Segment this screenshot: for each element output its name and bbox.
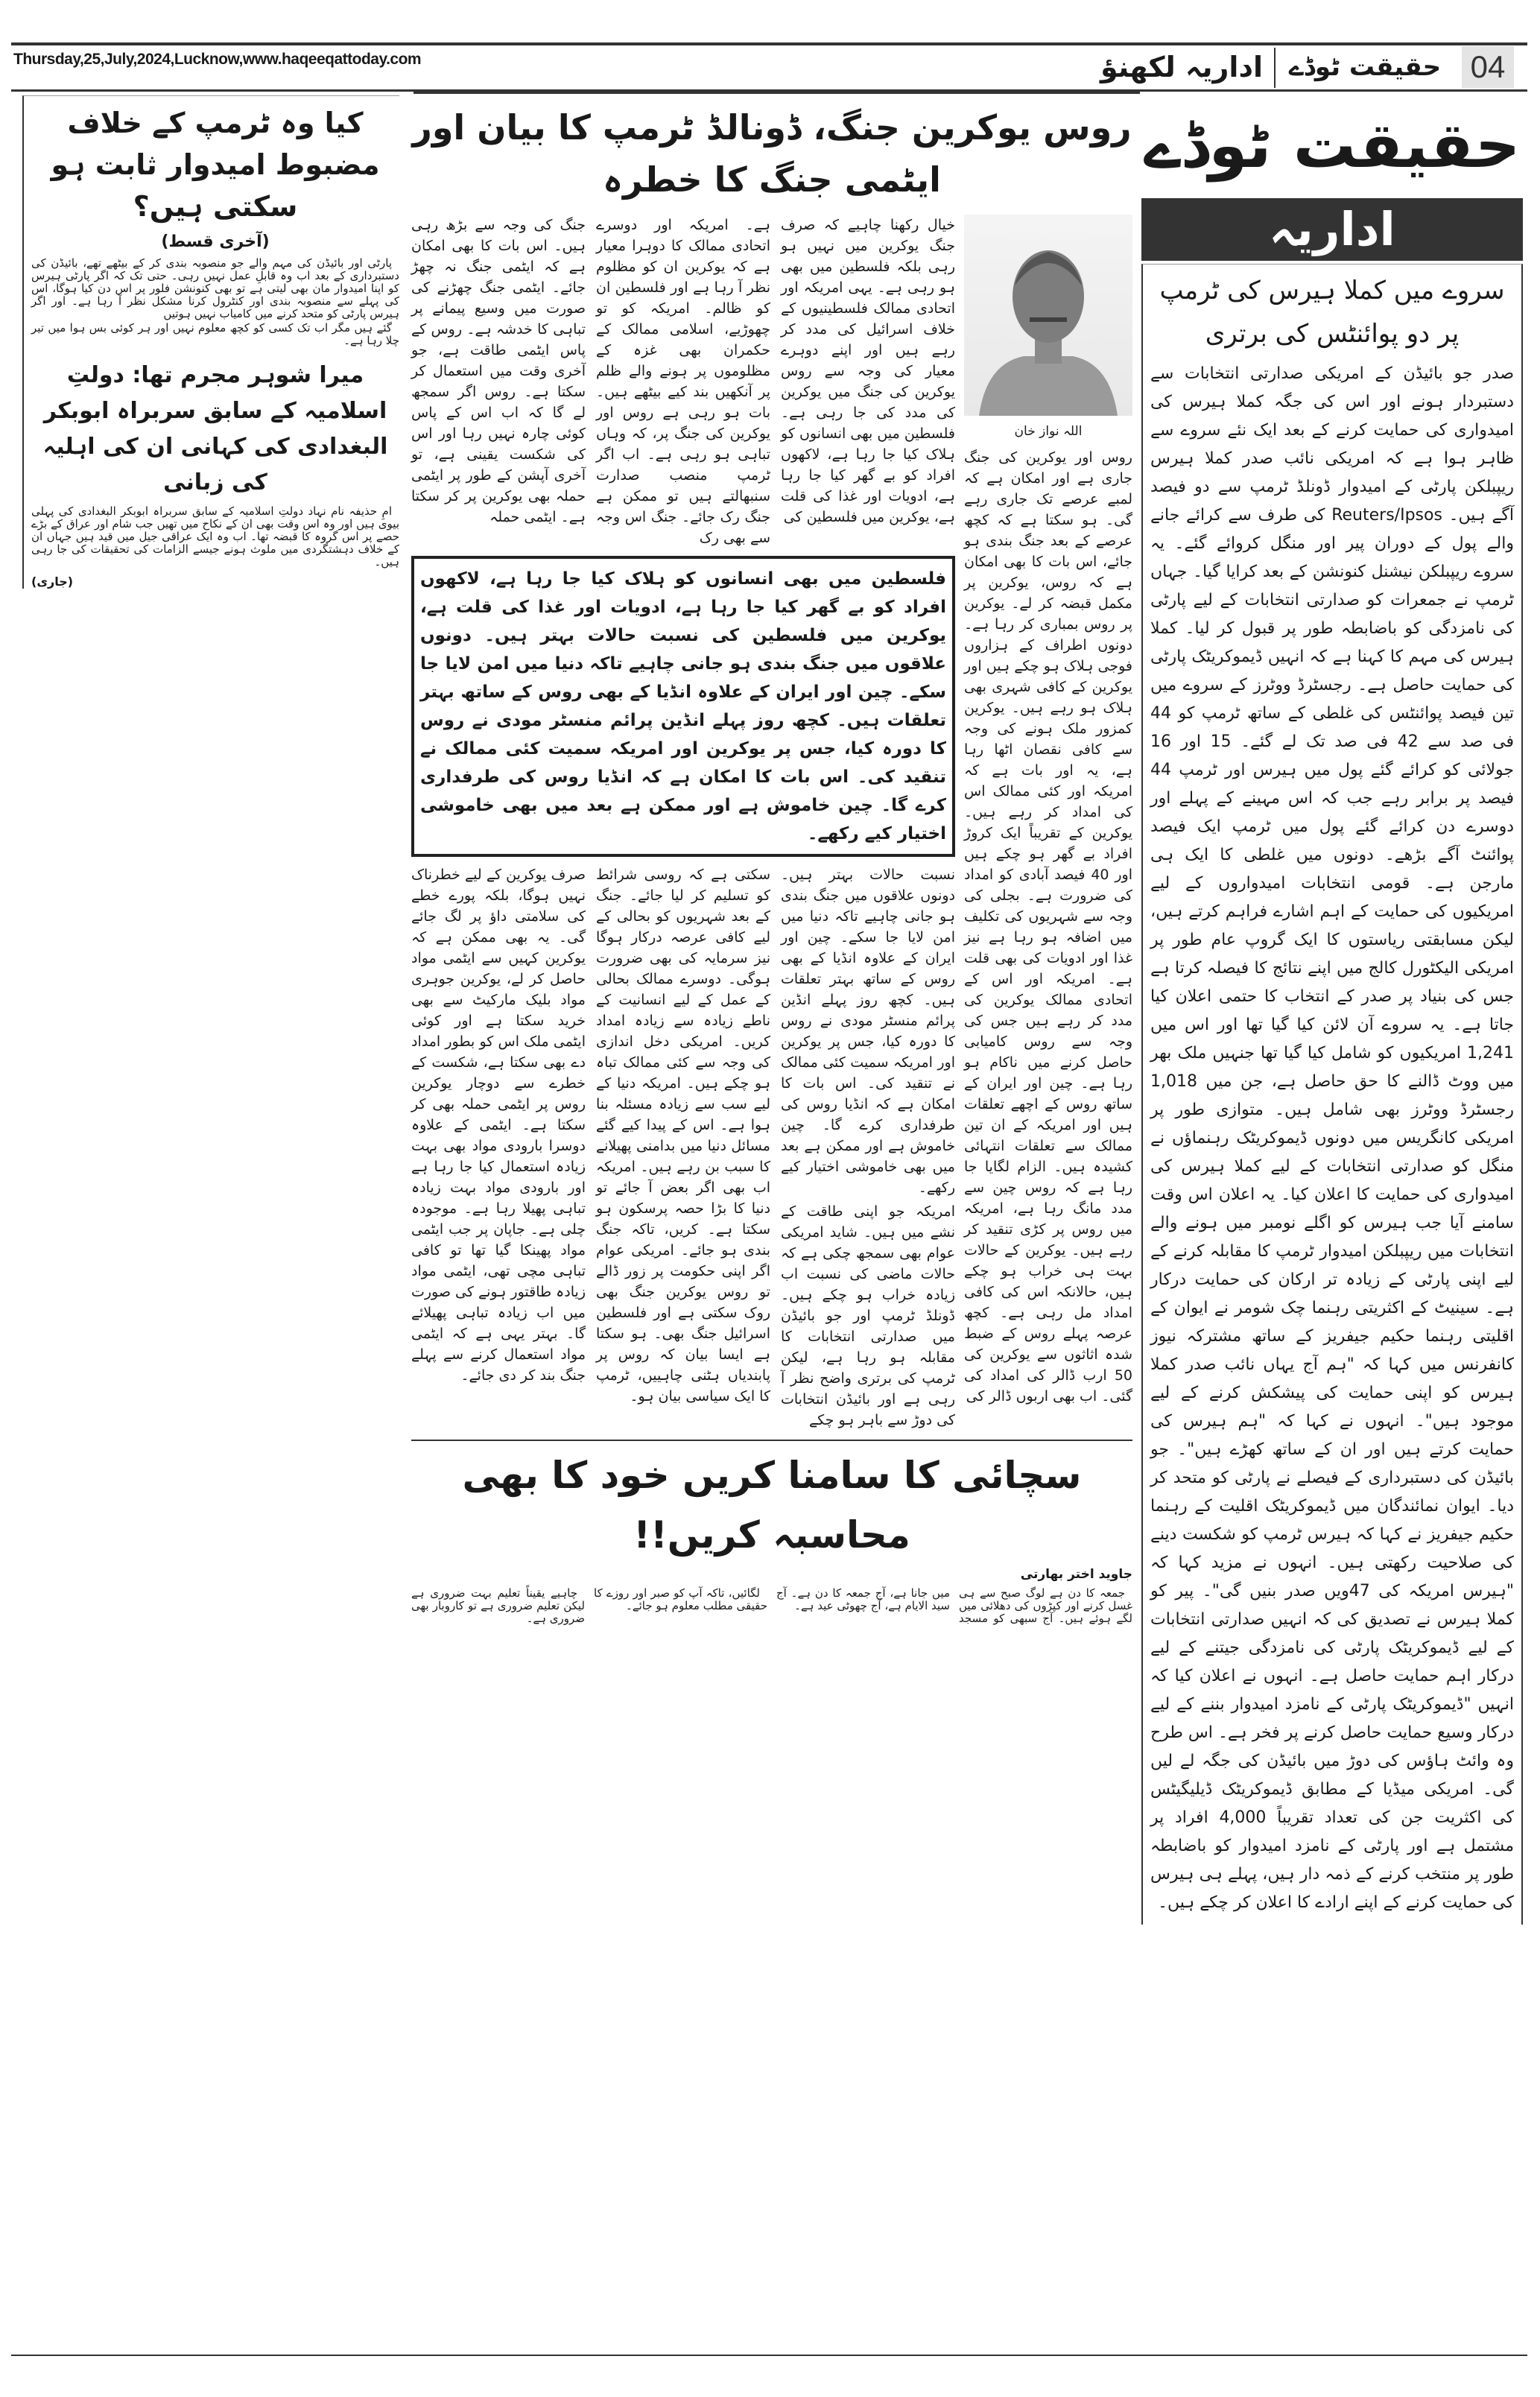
main-article-body-side xyxy=(964,447,1132,1407)
paragraph: نسبت حالات بہتر ہیں۔ دونوں علاقوں میں جنگ بندی ہو جانی چاہیے تاکہ دنیا میں امن لایا جا سکے۔ چین اور ایران کے علاوہ انڈیا کے بھی روس کے ساتھ بہتر تعلقات ہیں۔ کچھ روز پہلے انڈین پرائم منسٹر مودی نے روس کا دورہ کیا، جس پر یوکرین اور امریکہ سمیت کئی ممالک نے تنقید کی۔ اس بات کا امکان ہے کہ انڈیا روس کی طرفداری کرے گا۔ چین خاموش ہے اور ممکن ہے بعد میں بھی خاموشی اختیار کیے رکھے۔ xyxy=(781,867,955,1196)
page-bottom-rule xyxy=(11,2355,1527,2356)
editorial-banner: اداریہ xyxy=(1141,198,1523,261)
left-article-1-body xyxy=(31,257,399,347)
main-article-side-column xyxy=(964,215,1132,1410)
paragraph: چاہیے یقیناً تعلیم بہت ضروری ہے لیکن تعلیم ضروری ہے تو کاروبار بھی ضروری ہے۔ xyxy=(411,1586,585,1625)
header-top-rule xyxy=(11,42,1527,45)
paragraph: صدر جو بائیڈن کے امریکی صدارتی انتخابات سے دستبردار ہونے اور اس کی جگہ کملا ہیرس کی امیدواری کی حمایت کرنے کے بعد ایک نئے سروے سے ظاہر ہوا ہے کہ امریکی نائب صدر کملا ہیرس ریپبلکن پارٹی کے امیدوار ڈونلڈ ٹرمپ سے دو فیصد آگے ہیں۔ Reuters/Ipsos کی طرف سے کرائے جانے والے پول کے دوران پیر اور منگل کروائے گئے۔ یہ سروے ریپبلکن نیشنل کنونشن کے بعد کرایا گیا۔ جہاں ٹرمپ نے جمعرات کو صدارتی انتخابات کے لیے پارٹی کی نامزدگی کو باضابطہ طور پر قبول کر لیا۔ کملا ہیرس کی مہم کا کہنا ہے کہ انہیں ڈیموکریٹک پارٹی کی حمایت حاصل ہے۔ رجسٹرڈ ووٹرز کے سروے میں تین فیصد پوائنٹس کی غلطی کے ساتھ ٹرمپ کو 44 فی صد سے 42 فی صد تک لے گئے۔ 15 اور 16 جولائی کو کرائے گئے پول میں ہیرس اور ٹرمپ 44 فیصد پر برابر رہے جب کہ اس مہینے کے پہلے اور دوسرے دن کرائے گئے پول میں ٹرمپ ایک فیصد پوائنٹ آگے بڑھے۔ دونوں میں غلطی کا ایک ہی مارجن ہے۔ قومی انتخابات امیدواروں کے لیے امریکیوں کی حمایت کے اہم اشارے فراہم کرتے ہیں، لیکن مسابقتی ریاستوں کا ایک گروپ عام طور پر امریکی الیکٹورل کالج میں اپنے نتائج کا فیصلہ کرتا ہے جس کی بنیاد پر صدر کے انتخاب کا حتمی اعلان کیا جاتا ہے۔ یہ سروے آن لائن کیا گیا تھا اور اس میں 1,241 امریکیوں کو شامل کیا گیا تھا جنہیں ملک بھر میں ووٹ ڈالنے کا حق حاصل ہے، جن میں 1,018 رجسٹرڈ ووٹرز بھی شامل ہیں۔ متوازی طور پر امریکی کانگریس میں دونوں ڈیموکریٹک رہنماؤں نے منگل کو صدارتی انتخابات کے لیے کملا ہیرس کی امیدواری کی حمایت کا اعلان کیا۔ یہ اعلان اس وقت سامنے آیا جب ہیرس کو اگلے نومبر میں ہونے والے انتخابات میں ریپبلکن امیدوار ٹرمپ کا مقابلہ کرنے کے لیے اپنی پارٹی کے زیادہ تر ارکان کی حمایت درکار ہے۔ سینیٹ کے اکثریتی رہنما چک شومر نے ایوان کے اقلیتی رہنما حکیم جیفریز کے ساتھ مشترکہ نیوز کانفرنس میں کہا کہ "ہم آج یہاں نائب صدر کملا ہیرس کو اپنی حمایت کی پیشکش کرنے کے لیے موجود ہیں"۔ انہوں نے کہا کہ "ہم ہیرس کی حمایت کرتے ہیں اور ان کے ساتھ کھڑے ہیں"۔ جو بائیڈن کی دستبرداری کے فیصلے نے پارٹی کو متحد کر دیا۔ ایوان نمائندگان میں ڈیموکریٹک اقلیت کے رہنما حکیم جیفریز نے کہا کہ ہیرس ٹرمپ کو شکست دینے کی صلاحیت رکھتی ہیں۔ انہوں نے مزید کہا کہ "ہیرس امریکہ کی 47ویں صدر بنیں گی"۔ پیر کو کملا ہیرس نے تصدیق کی کہ انہیں صدارتی انتخابات کے لیے ڈیموکریٹک پارٹی کی نامزدگی جیتنے کے لیے درکار اہم حمایت حاصل ہے۔ انہوں نے اعلان کیا کہ انہیں "ڈیموکریٹک پارٹی کے نامزد امیدوار بننے کے لیے درکار وسیع حمایت حاصل کرنے پر فخر ہے۔ اس طرح وہ وائٹ ہاؤس کی دوڑ میں بائیڈن کی جگہ لے لیں گی۔ امریکی میڈیا کے مطابق ڈیموکریٹک ڈیلیگیٹس کی اکثریت جن کی تعداد تقریباً 4,000 افراد پر مشتمل ہے اور پارٹی کے نامزد امیدوار کو باضابطہ طور پر منتخب کرنے کے ذمہ دار ہیں، پہلے ہی ہیرس کی حمایت کرنے کے اپنے ارادے کا اعلان کر چکے ہیں۔ xyxy=(1150,364,1514,1912)
main-article-body-bottom xyxy=(411,864,955,1431)
paragraph: ہے۔ امریکہ اور دوسرے اتحادی ممالک کا دوہرا معیار ہے کہ یوکرین ان کو مظلوم نظر آ رہا ہے اور فلسطین ان کو ظالم۔ امریکہ کو تو چھوڑیے، اسلامی ممالک کے حکمران بھی غزہ کے مظلوموں پر ہونے والے ظلم پر آنکھیں بند کیے بیٹھے ہیں۔ بات ہو رہی ہے روس اور یوکرین کی جنگ پر، کہ وہاں تباہی ہو رہی ہے۔ اب اگر ٹرمپ منصب صدارت سنبھالتے ہیں تو ممکن ہے جنگ رک جائے۔ جنگ اس وجہ سے بھی رک xyxy=(596,217,770,546)
main-article xyxy=(411,215,1132,1431)
paragraph: روس اور یوکرین کی جنگ جاری ہے اور امکان ہے کہ لمبے عرصے تک جاری رہے گی۔ ہو سکتا ہے کہ کچھ عرصے کے بعد جنگ بندی ہو جائے، اس بات کا بھی امکان ہے کہ روس، یوکرین پر مکمل قبضہ کر لے۔ یوکرین پر روس بمباری کر رہا ہے۔ دونوں اطراف کے ہزاروں فوجی ہلاک ہو چکے ہیں اور یوکرین کے کافی شہری بھی ہلاک ہو رہے ہیں۔ یوکرین کمزور ملک ہونے کی وجہ سے کافی نقصان اٹھا رہا ہے، یہ اور بات ہے کہ امریکہ اور کئی ممالک اس کی امداد کر رہے ہیں۔ یوکرین کے تقریباً ایک کروڑ افراد بے گھر ہو چکے ہیں اور 40 فیصد آبادی کو امداد کی ضرورت ہے۔ بجلی کی وجہ سے شہریوں کی تکلیف میں اضافہ ہو رہا ہے نیز غذا اور ادویات کی بھی قلت ہے۔ امریکہ اور اس کے اتحادی ممالک یوکرین کی مدد کر رہے ہیں جس کی وجہ سے روس کامیابی حاصل کرنے میں ناکام ہو رہا ہے۔ چین اور ایران کے ساتھ روس کے اچھے تعلقات ہیں اور امریکہ کے ان تین ممالک سے تعلقات انتہائی کشیدہ ہیں۔ الزام لگایا جا رہا ہے کہ روس چین سے مدد مانگ رہا ہے، امریکہ میں روس پر کڑی تنقید کر رہے ہیں۔ یوکرین کے حالات بہت ہی خراب ہو چکے ہیں، حالانکہ اس کی کافی امداد مل رہی ہے۔ کچھ عرصہ پہلے روس کے ضبط شدہ اثاثوں سے یوکرین کی 50 ارب ڈالر کی امداد کی گئی۔ اب بھی اربوں ڈالر کی xyxy=(964,449,1132,1405)
bottom-article-byline: جاوید اختر بھارتی xyxy=(1020,1567,1132,1582)
page-number: 04 xyxy=(1462,46,1514,88)
left-article-1-subtitle: (آخری قسط) xyxy=(161,232,270,251)
paragraph: پارٹی اور بائیڈن کی مہم والے جو منصوبہ بندی کر کے بیٹھے تھے، بائیڈن کی دستبرداری کے بعد اب وہ قابلِ عمل نہیں رہی۔ حتی تک کہ اگر پارٹی ہیرس کو اپنا امیدوار مان بھی لیتی ہے تو بھی کنونشن فلور پر اس دن کیا ہوگا، اس کی پہلے سے منصوبہ بندی اور کنٹرول کرنا مشکل نظر آ رہا ہے۔ اور اگر ہیرس پارٹی کو متحد کرنے میں کامیاب نہیں ہوتیں xyxy=(31,256,399,320)
date-line: Thursday,25,July,2024,Lucknow,www.haqeeqattoday.com xyxy=(13,51,422,68)
left-article-2-body xyxy=(31,505,399,569)
section-title: اداریہ لکھنؤ xyxy=(1100,51,1263,83)
paragraph: امریکہ جو اپنی طاقت کے نشے میں ہیں۔ شاید امریکی عوام بھی سمجھ چکی ہے کہ حالات ماضی کی نسبت اب زیادہ خراب ہو چکے ہیں۔ ڈونلڈ ٹرمپ اور جو بائیڈن میں صدارتی انتخابات کا مقابلہ ہو رہا ہے، لیکن ٹرمپ کی برتری واضح نظر آ رہی ہے اور بائیڈن انتخابات کی دوڑ سے باہر ہو چکے xyxy=(781,1203,955,1428)
author-caption: اللہ نواز خان xyxy=(1014,424,1083,439)
paragraph: جنگ کی وجہ سے بڑھ رہی ہیں۔ اس بات کا بھی امکان ہے کہ ایٹمی جنگ نہ چھڑ جائے۔ ایٹمی جنگ چھڑنے کی صورت میں وسیع پیمانے پر تباہی کا خدشہ ہے۔ روس کے پاس ایٹمی طاقت ہے، جو آخری وقت میں استعمال کر سکتا ہے۔ روس اگر سمجھ لے گا کہ اب اس کے پاس کوئی چارہ نہیں رہا اور اس کی شکست یقینی ہے، تو آخری آپشن کے طور پر ایٹمی حملہ بھی یوکرین پر کر سکتا ہے۔ ایٹمی حملہ xyxy=(411,217,586,525)
editorial-frame xyxy=(1141,264,1523,1925)
left-column xyxy=(22,95,399,589)
continued-label: (جاری) xyxy=(31,574,74,589)
paragraph: خیال رکھنا چاہیے کہ صرف جنگ یوکرین میں نہیں ہو رہی بلکہ فلسطین میں بھی ہو رہی ہے۔ یہی امریکہ اور اتحادی ممالک فلسطینیوں کے خلاف اسرائیل کی مدد کر رہے ہیں اور اپنے دوہرے معیار کی وجہ سے روس یوکرین کی جنگ میں یوکرین کی مدد کی جا رہی ہے۔ فلسطین میں بھی انسانوں کو ہلاک کیا جا رہا ہے، لاکھوں افراد کو بے گھر کیا جا رہا ہے، ادویات اور غذا کی قلت ہے، یوکرین میں فلسطین کی xyxy=(781,217,955,525)
paragraph: گئے ہیں مگر اب تک کسی کو کچھ معلوم نہیں اور ہر کوئی بس ہوا میں تیر چلا رہا ہے۔ xyxy=(31,321,399,347)
paragraph: جمعہ کا دن ہے لوگ صبح سے ہی غسل کرنے اور کپڑوں کی دھلائی میں لگے ہوئے ہیں۔ آج سبھی کو مسجد میں جانا ہے، آج جمعہ کا دن ہے۔ آج سید الایام ہے، آج چھوٹی عید ہے۔ xyxy=(776,1586,1132,1625)
bottom-article-body xyxy=(411,1587,1132,1625)
main-article-body-top xyxy=(411,215,955,548)
pull-quote-box: فلسطین میں بھی انسانوں کو ہلاک کیا جا رہا ہے، لاکھوں افراد کو بے گھر کیا جا رہا ہے، ادویات اور غذا کی قلت ہے، یوکرین میں فلسطین کی نسبت حالات بہتر ہیں۔ دونوں علاقوں میں جنگ بندی ہو جانی چاہیے تاکہ دنیا میں امن لایا جا سکے۔ چین اور ایران کے علاوہ انڈیا کے بھی روس کے ساتھ بہتر تعلقات ہیں۔ کچھ روز پہلے انڈین پرائم منسٹر مودی نے روس کا دورہ کیا، جس پر یوکرین اور امریکہ سمیت کئی ممالک نے تنقید کی۔ اس بات کا امکان ہے کہ انڈیا روس کی طرفداری کرے گا۔ چین خاموش ہے اور ممکن ہے بعد میں بھی خاموشی اختیار کیے رکھے۔ xyxy=(411,556,955,857)
paragraph: سکتی ہے کہ روسی شرائط کو تسلیم کر لیا جائے۔ جنگ کے بعد شہریوں کو بحالی کے لیے کافی عرصہ درکار ہوگا نیز سرمایہ کی بھی ضرورت ہوگی۔ دوسرے ممالک بحالی کے عمل کے لیے انسانیت کے ناطے زیادہ سے زیادہ امداد کریں۔ امریکی دخل اندازی کی وجہ سے کئی ممالک تباہ ہو چکے ہیں۔ امریکہ دنیا کے لیے سب سے زیادہ مسئلہ بنا ہوا ہے۔ اس کے پیدا کیے گئے مسائل دنیا میں بدامنی پھیلانے کا سبب بن رہے ہیں۔ امریکہ اب بھی اگر بعض آ جائے تو دنیا کا بڑا حصہ پرسکون ہو سکتا ہے۔ کریں، تاکہ جنگ بندی ہو جائے۔ امریکی عوام اگر اپنی حکومت پر زور ڈالے تو روس یوکرین جنگ بھی روک سکتی ہے اور فلسطین اسرائیل جنگ بھی۔ ہو سکتا ہے ایسا بیان کہ روس پر پابندیاں ہٹنی چاہییں، ٹرمپ کا ایک سیاسی بیان ہو۔ xyxy=(596,867,770,1405)
masthead-divider xyxy=(1274,48,1276,88)
paragraph: لگائیں، تاکہ آپ کو صبر اور روزے کا حقیقی مطلب معلوم ہو جائے۔ xyxy=(594,1586,767,1612)
paragraph: صرف یوکرین کے لیے خطرناک نہیں ہوگا، بلکہ پورے خطے کی سلامتی داؤ پر لگ جائے گی۔ یہ بھی ممکن ہے کہ یوکرین کہیں سے ایٹمی مواد حاصل کر لے، یوکرین جوہری مواد بلیک مارکیٹ سے بھی خرید سکتا ہے اور کوئی ایٹمی ملک اس کو بطور امداد دے بھی سکتا ہے، شکست کے خطرے سے دوچار یوکرین روس پر ایٹمی حملہ بھی کر سکتا ہے۔ ایٹمی کے علاوہ دوسرا بارودی مواد بھی بہت زیادہ استعمال کیا جا رہا ہے اور بارودی مواد بہت زیادہ تباہی پھیلا رہا ہے۔ موجودہ چلی ہے۔ جاپان پر جب ایٹمی مواد پھینکا گیا تھا تو کافی تباہی مچی تھی، ایٹمی مواد زیادہ طاقتور ہونے کی صورت میں اب زیادہ تباہی پھیلائے گا۔ بہتر یہی ہے کہ ایٹمی مواد استعمال کرنے سے پہلے جنگ بند کر دی جائے۔ xyxy=(411,867,586,1384)
middle-column xyxy=(411,97,1132,1625)
editorial-column xyxy=(1141,97,1523,1925)
author-photo xyxy=(964,215,1132,416)
section-divider xyxy=(411,1440,1132,1441)
editorial-title: سروے میں کملا ہیرس کی ٹرمپ پر دو پوائنٹس کی برتری xyxy=(1159,276,1505,349)
paragraph: امِ حذیفہ نام نہاد دولتِ اسلامیہ کے سابق سربراہ ابوبکر البغدادی کی پہلی بیوی ہیں اور وہ اس وقت بھی ان کے نکاح میں تھیں جب شام اور عراق کے بڑے حصے پر اس گروہ کا قبضہ تھا۔ اب وہ ایک عراقی جیل میں قید ہیں جہاں ان کے خلاف دہشتگردی میں ملوث ہونے جیسے الزامات کی تحقیقات کی جا رہی ہیں۔ xyxy=(31,504,399,569)
bottom-article-title: سچائی کا سامنا کریں خود کا بھی محاسبہ کریں!! xyxy=(462,1454,1082,1557)
left-article-2-title: میرا شوہر مجرم تھا: دولتِ اسلامیہ کے سابق سربراہ ابوبکر البغدادی کی کہانی ان کی اہلیہ کی زبانی xyxy=(42,362,388,495)
middle-top-bar xyxy=(413,89,1140,94)
newspaper-logo: حقیقت ٹوڈے xyxy=(1144,109,1521,182)
masthead-name: حقیقت ٹوڈے xyxy=(1288,52,1442,82)
main-article-title: روس یوکرین جنگ، ڈونالڈ ٹرمپ کا بیان اور ایٹمی جنگ کا خطرہ xyxy=(412,107,1132,200)
author-portrait-icon xyxy=(964,215,1132,416)
left-article-1-title: کیا وہ ٹرمپ کے خلاف مضبوط امیدوار ثابت ہو سکتی ہیں؟ xyxy=(51,107,380,223)
main-article-main-column xyxy=(411,215,955,1431)
editorial-body xyxy=(1150,360,1514,1917)
